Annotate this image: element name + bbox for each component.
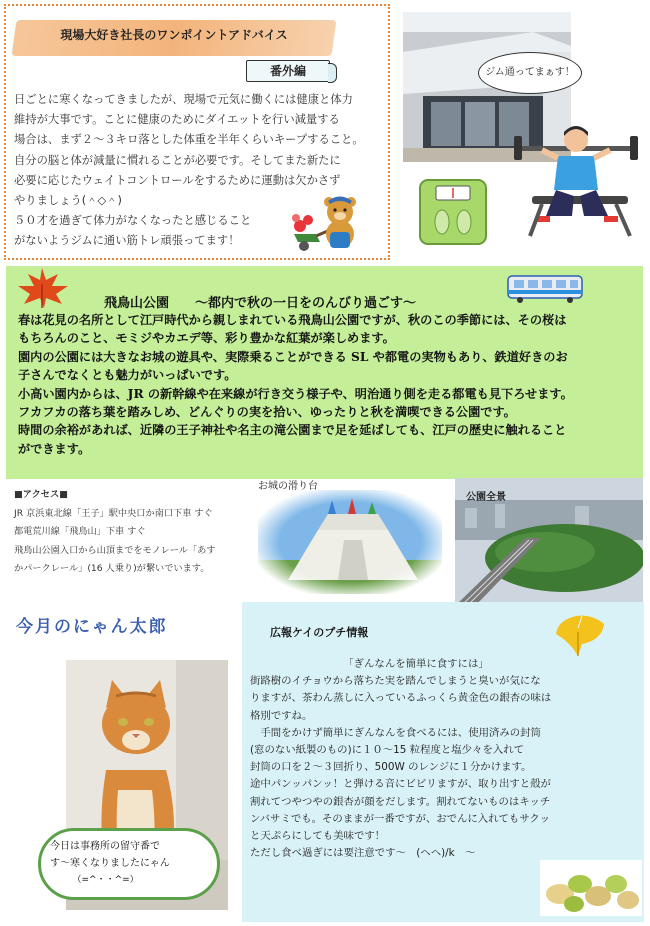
pr-info-title: 広報ケイのプチ情報 (270, 626, 369, 639)
access-heading: ■アクセス■ (14, 489, 68, 500)
bangai-tag: 番外編 (246, 60, 330, 82)
advice-line: 必要に応じたウェイトコントロールをするために運動は欠かさず (14, 173, 341, 187)
cat-speech-line: す～寒くなりましたにゃん (50, 858, 170, 869)
advice-title: 現場大好き社長のワンポイントアドバイス (60, 28, 288, 42)
advice-line: がないようジムに通い筋トレ頑張ってます！ (14, 234, 240, 248)
maple-leaf-icon (12, 264, 74, 308)
asuka-line: フカフカの落ち葉を踏みしめ、どんぐりの実を拾い、ゆったりと秋を満喫できる公園です。 (18, 405, 516, 420)
castle-slide-photo (258, 490, 442, 594)
pr-line: りますが、茶わん蒸しに入っているふっくら黄金色の銀杏の味は (250, 692, 552, 705)
access-info (14, 486, 254, 579)
ginkgo-nuts-photo (540, 860, 642, 916)
weightlifting-man-illustration (512, 112, 640, 240)
cat-speech-line: （=^・・^=） (50, 875, 139, 885)
access-line: かパークレール」(16 人乗り)が繋いでいます。 (14, 563, 210, 574)
asuka-line: 子さんでなくとも魅力がいっぱいです。 (18, 368, 237, 383)
pr-line: ただし食べ過ぎには要注意です～ (ヘヘ)/k ～ (250, 847, 476, 860)
pr-line: 手間をかけず簡単にぎんなんを食べるには、使用済みの封筒 (250, 726, 541, 739)
access-line: 都電荒川線「飛鳥山」下車 すぐ (14, 526, 146, 537)
asuka-line: もちろんのこと、モミジやカエデ等、彩り豊かな紅葉が楽しめます。 (18, 331, 395, 346)
asuka-line: 小高い園内からは、JR の新幹線や在来線が行き交う様子や、明治通り側を走る都電も見下ろせます。 (18, 386, 573, 401)
asukayama-title: 飛鳥山公園 ～都内で秋の一日をのんびり過ごす～ (104, 296, 417, 311)
castle-photo-label: お城の滑り台 (258, 481, 318, 492)
ginkgo-leaf-icon (548, 612, 610, 658)
access-line: 飛鳥山公園入口から山頂までをモノレール「あす (14, 544, 216, 556)
pr-subtitle: 「ぎんなんを簡単に食すには」 (343, 658, 489, 670)
panorama-photo-label: 公園全景 (466, 492, 506, 503)
advice-line: ５０才を過ぎて体力がなくなったと感じること (14, 214, 252, 228)
advice-line: 場合は、まず２～３キロ落とした体重を半年くらいキープすること。 (14, 133, 364, 147)
asuka-line: 時間の余裕があれば、近隣の王子神社や名主の滝公園まで足を延ばしても、江戸の歴史に触れること (18, 423, 567, 438)
pr-line: 割れてつやつやの銀杏が顔をだします。割れてないものはキッチ (250, 795, 551, 808)
advice-line: 維持が大事です。ことに健康のためにダイエットを行い減量する (14, 113, 340, 127)
bear-gardening-illustration (290, 190, 360, 254)
pr-line: ンバサミでも。そのままが一番ですが、おでんに入れてもサクッ (250, 812, 551, 825)
pr-line: 途中パンッパンッ！と弾ける音にビビリますが、取り出すと殻が (250, 778, 551, 791)
pr-line: 封筒の口を２～３回折り、500W のレンジに１分かけます。 (250, 761, 532, 774)
train-icon (506, 272, 584, 304)
asuka-line: 春は花見の名所として江戸時代から親しまれている飛鳥山公園ですが、秋のこの季節には、その桜は (18, 313, 567, 327)
asuka-line: 園内の公園には大きなお城の遊具や、実際乗ることができる SL や都電の実物もあり、鉄道好きのお (18, 349, 568, 364)
access-line: JR 京浜東北線「王子」駅中央口か南口下車 すぐ (14, 507, 213, 519)
nyantaro-title: 今月のにゃん太郎 (16, 617, 168, 637)
asuka-line: ができます。 (18, 441, 91, 456)
advice-line: 日ごとに寒くなってきましたが、現場で元気に働くには健康と体力 (14, 93, 353, 106)
cat-speech-line: 今日は事務所の留守番で (50, 841, 160, 852)
pr-line: 格別ですね。 (250, 709, 313, 722)
gym-speech-bubble: ジム通ってまぁす！ (478, 52, 582, 94)
pr-line: と天ぷらにしても美味です！ (250, 830, 386, 843)
pr-info-body (250, 656, 642, 862)
pr-line: (窓のない紙製のもの)に１０～15 粒程度と塩少々を入れて (250, 744, 525, 757)
advice-line: 自分の脳と体が減量に慣れることが必要です。そしてまた新たに (14, 153, 341, 167)
advice-line: やりましょう(＾◇＾) (14, 194, 122, 208)
asukayama-body (18, 311, 642, 458)
pr-line: 街路樹のイチョウから落ちた実を踏んでしまうと臭いが気にな (250, 675, 541, 688)
bathroom-scale-illustration (418, 178, 488, 246)
cat-speech-text (50, 838, 218, 889)
